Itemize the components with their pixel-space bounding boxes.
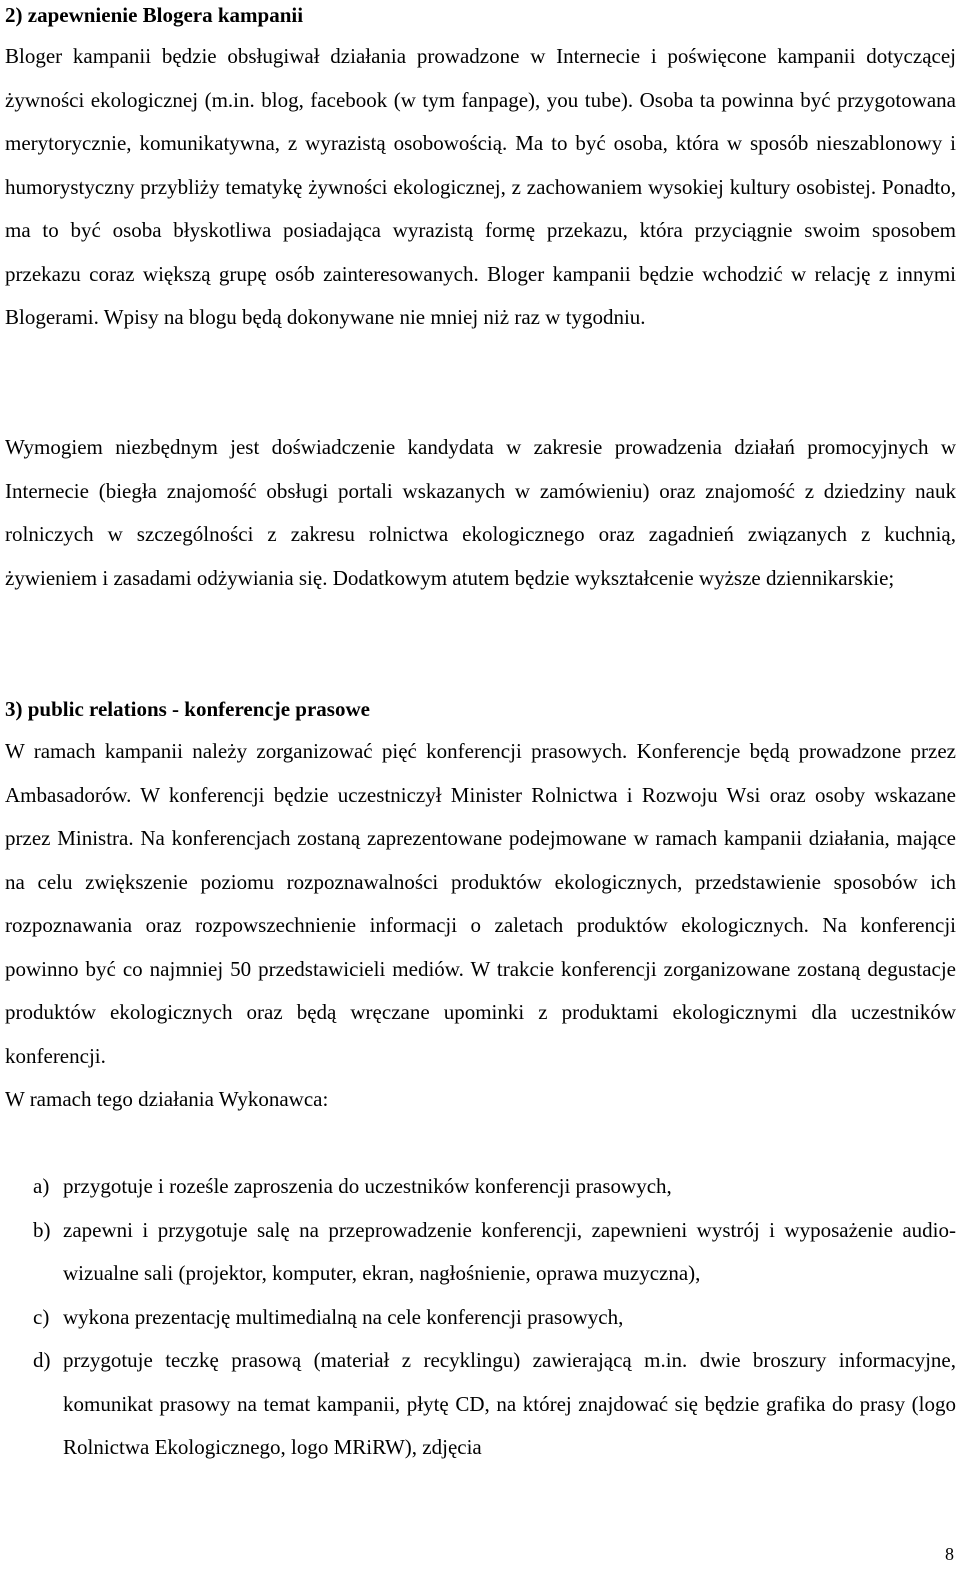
page-number: 8: [945, 1544, 954, 1564]
paragraph-contractor-intro: W ramach tego działania Wykonawca:: [5, 1087, 329, 1111]
list-marker: a): [33, 1174, 50, 1198]
list-item-text: wykona prezentację multimedialną na cele konferencji prasowych,: [63, 1304, 624, 1329]
list-marker: b): [33, 1217, 51, 1242]
list-item-text: przygotuje i roześle zaproszenia do uczestników konferencji prasowych,: [63, 1174, 672, 1198]
list-item-text: zapewni i przygotuje salę na przeprowadzenie konferencji, zapewnieni wystrój i wyposażenie audio-wizualne sali (projektor, komputer, ekran, nagłośnienie, oprawa muzyczna),: [63, 1217, 956, 1285]
list-item: [5, 1209, 956, 1296]
list-item: [5, 1165, 956, 1209]
list-marker: c): [33, 1304, 50, 1329]
paragraph-press-conferences: W ramach kampanii należy zorganizować pięć konferencji prasowych. Konferencje będą prowadzone przez Ambasadorów. W konferencji będzie uczestniczył Minister Rolnictwa i Rozwoju Wsi oraz osoby wskazane przez Ministra. Na konferencjach zostaną zaprezentowane podejmowane w ramach kampanii działania, mające na celu zwiększenie poziomu rozpoznawalności produktów ekologicznych, przedstawienie sposobów ich rozpoznawania oraz rozpowszechnienie informacji o zaletach produktów ekologicznych. Na konferencji powinno być co najmniej 50 przedstawicieli mediów. W trakcie konferencji zorganizowane zostaną degustacje produktów ekologicznych oraz będą wręczane upominki z produktami ekologicznymi dla uczestników konferencji.: [5, 739, 956, 1068]
section-heading-public-relations: 3) public relations - konferencje prasowe: [5, 697, 370, 721]
paragraph-blogger-requirements: Wymogiem niezbędnym jest doświadczenie kandydata w zakresie prowadzenia działań promocyjnych w Internecie (biegła znajomość obsługi portali wskazanych w zamówieniu) oraz znajomość z dziedziny nauk rolniczych w szczególności z zakresu rolnictwa ekologicznego oraz zagadnień związanych z kuchnią, żywieniem i zasadami odżywiania się. Dodatkowym atutem będzie wykształcenie wyższe dziennikarskie;: [5, 435, 956, 590]
list-item: [5, 1339, 956, 1470]
contractor-tasks-list: [5, 1165, 956, 1470]
list-marker: d): [33, 1348, 51, 1372]
paragraph-blogger-description: Bloger kampanii będzie obsługiwał działania prowadzone w Internecie i poświęcone kampanii dotyczącej żywności ekologicznej (m.in. blog, facebook (w tym fanpage), you tube). Osoba ta powinna być przygotowana merytorycznie, komunikatywna, z wyrazistą osobowością. Ma to być osoba, która w sposób nieszablonowy i humorystyczny przybliży tematykę żywności ekologicznej, z zachowaniem wysokiej kultury osobistej. Ponadto, ma to być osoba błyskotliwa posiadająca wyrazistą formę przekazu, która przyciągnie swoim sposobem przekazu coraz większą grupę osób zainteresowanych. Bloger kampanii będzie wchodzić w relację z innymi Blogerami. Wpisy na blogu będą dokonywane nie mniej niż raz w tygodniu.: [5, 44, 956, 329]
list-item: [5, 1296, 956, 1340]
section-heading-blogger: 2) zapewnienie Blogera kampanii: [5, 3, 304, 27]
public-relations-body: [5, 730, 956, 1122]
list-item-text: przygotuje teczkę prasową (materiał z recyklingu) zawierającą m.in. dwie broszury informacyjne, komunikat prasowy na temat kampanii, płytę CD, na której znajdować się będzie grafika do prasy (logo Rolnictwa Ekologicznego, logo MRiRW), zdjęcia: [63, 1348, 956, 1459]
